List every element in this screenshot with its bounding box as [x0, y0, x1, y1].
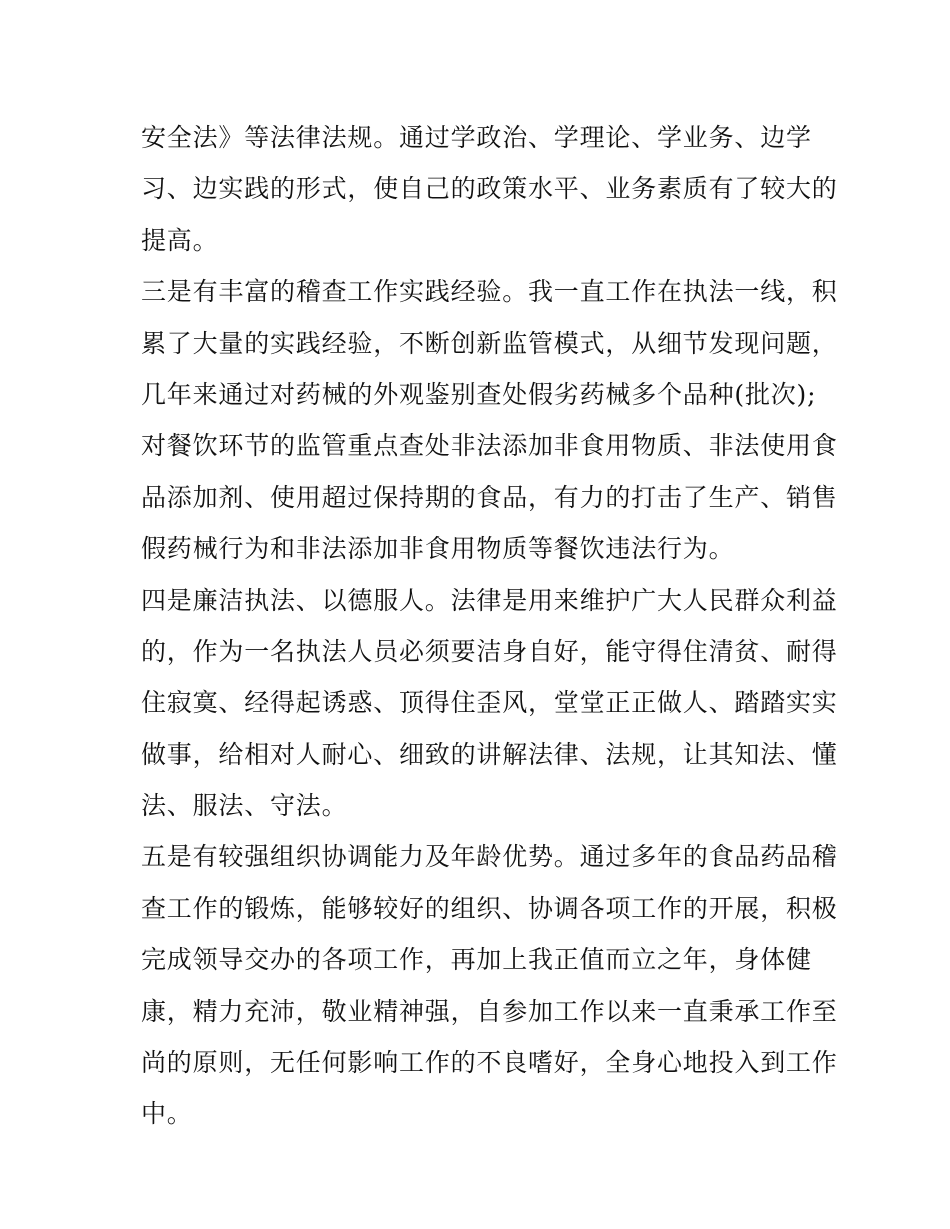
- text-line: 安全法》等法律法规。通过学政治、学理论、学业务、边学: [141, 123, 812, 152]
- text-line: 的，作为一名执法人员必须要洁身自好，能守得住清贫、耐得: [141, 636, 838, 666]
- text-line: 四是廉洁执法、以德服人。法律是用来维护广大人民群众利益: [141, 585, 838, 615]
- text-line: 查工作的锻炼，能够较好的组织、协调各项工作的开展，积极: [141, 893, 838, 923]
- text-line: 累了大量的实践经验，不断创新监管模式，从细节发现问题，: [141, 328, 838, 358]
- text-line: 法、服法、守法。: [141, 791, 348, 821]
- text-line: 假药械行为和非法添加非食用物质等餐饮违法行为。: [141, 534, 735, 564]
- text-line: 康，精力充沛，敬业精神强，自参加工作以来一直秉承工作至: [141, 996, 838, 1026]
- text-line: 三是有丰富的稽查工作实践经验。我一直工作在执法一线，积: [141, 277, 838, 307]
- text-line: 中。: [141, 1099, 193, 1129]
- text-line: 对餐饮环节的监管重点查处非法添加非食用物质、非法使用食: [141, 431, 838, 461]
- text-line: 几年来通过对药械的外观鉴别查处假劣药械多个品种(批次);: [141, 379, 817, 409]
- text-line: 尚的原则，无任何影响工作的不良嗜好，全身心地投入到工作: [141, 1048, 838, 1078]
- text-line: 完成领导交办的各项工作，再加上我正值而立之年，身体健: [141, 945, 812, 975]
- text-line: 做事，给相对人耐心、细致的讲解法律、法规，让其知法、懂: [141, 739, 838, 769]
- text-line: 习、边实践的形式，使自己的政策水平、业务素质有了较大的: [141, 174, 838, 204]
- text-line: 品添加剂、使用超过保持期的食品，有力的打击了生产、销售: [141, 482, 838, 512]
- text-line: 五是有较强组织协调能力及年龄优势。通过多年的食品药品稽: [141, 842, 838, 872]
- text-line: 提高。: [141, 225, 219, 255]
- text-line: 住寂寞、经得起诱惑、顶得住歪风，堂堂正正做人、踏踏实实: [141, 688, 838, 718]
- body-text: [141, 112, 838, 1140]
